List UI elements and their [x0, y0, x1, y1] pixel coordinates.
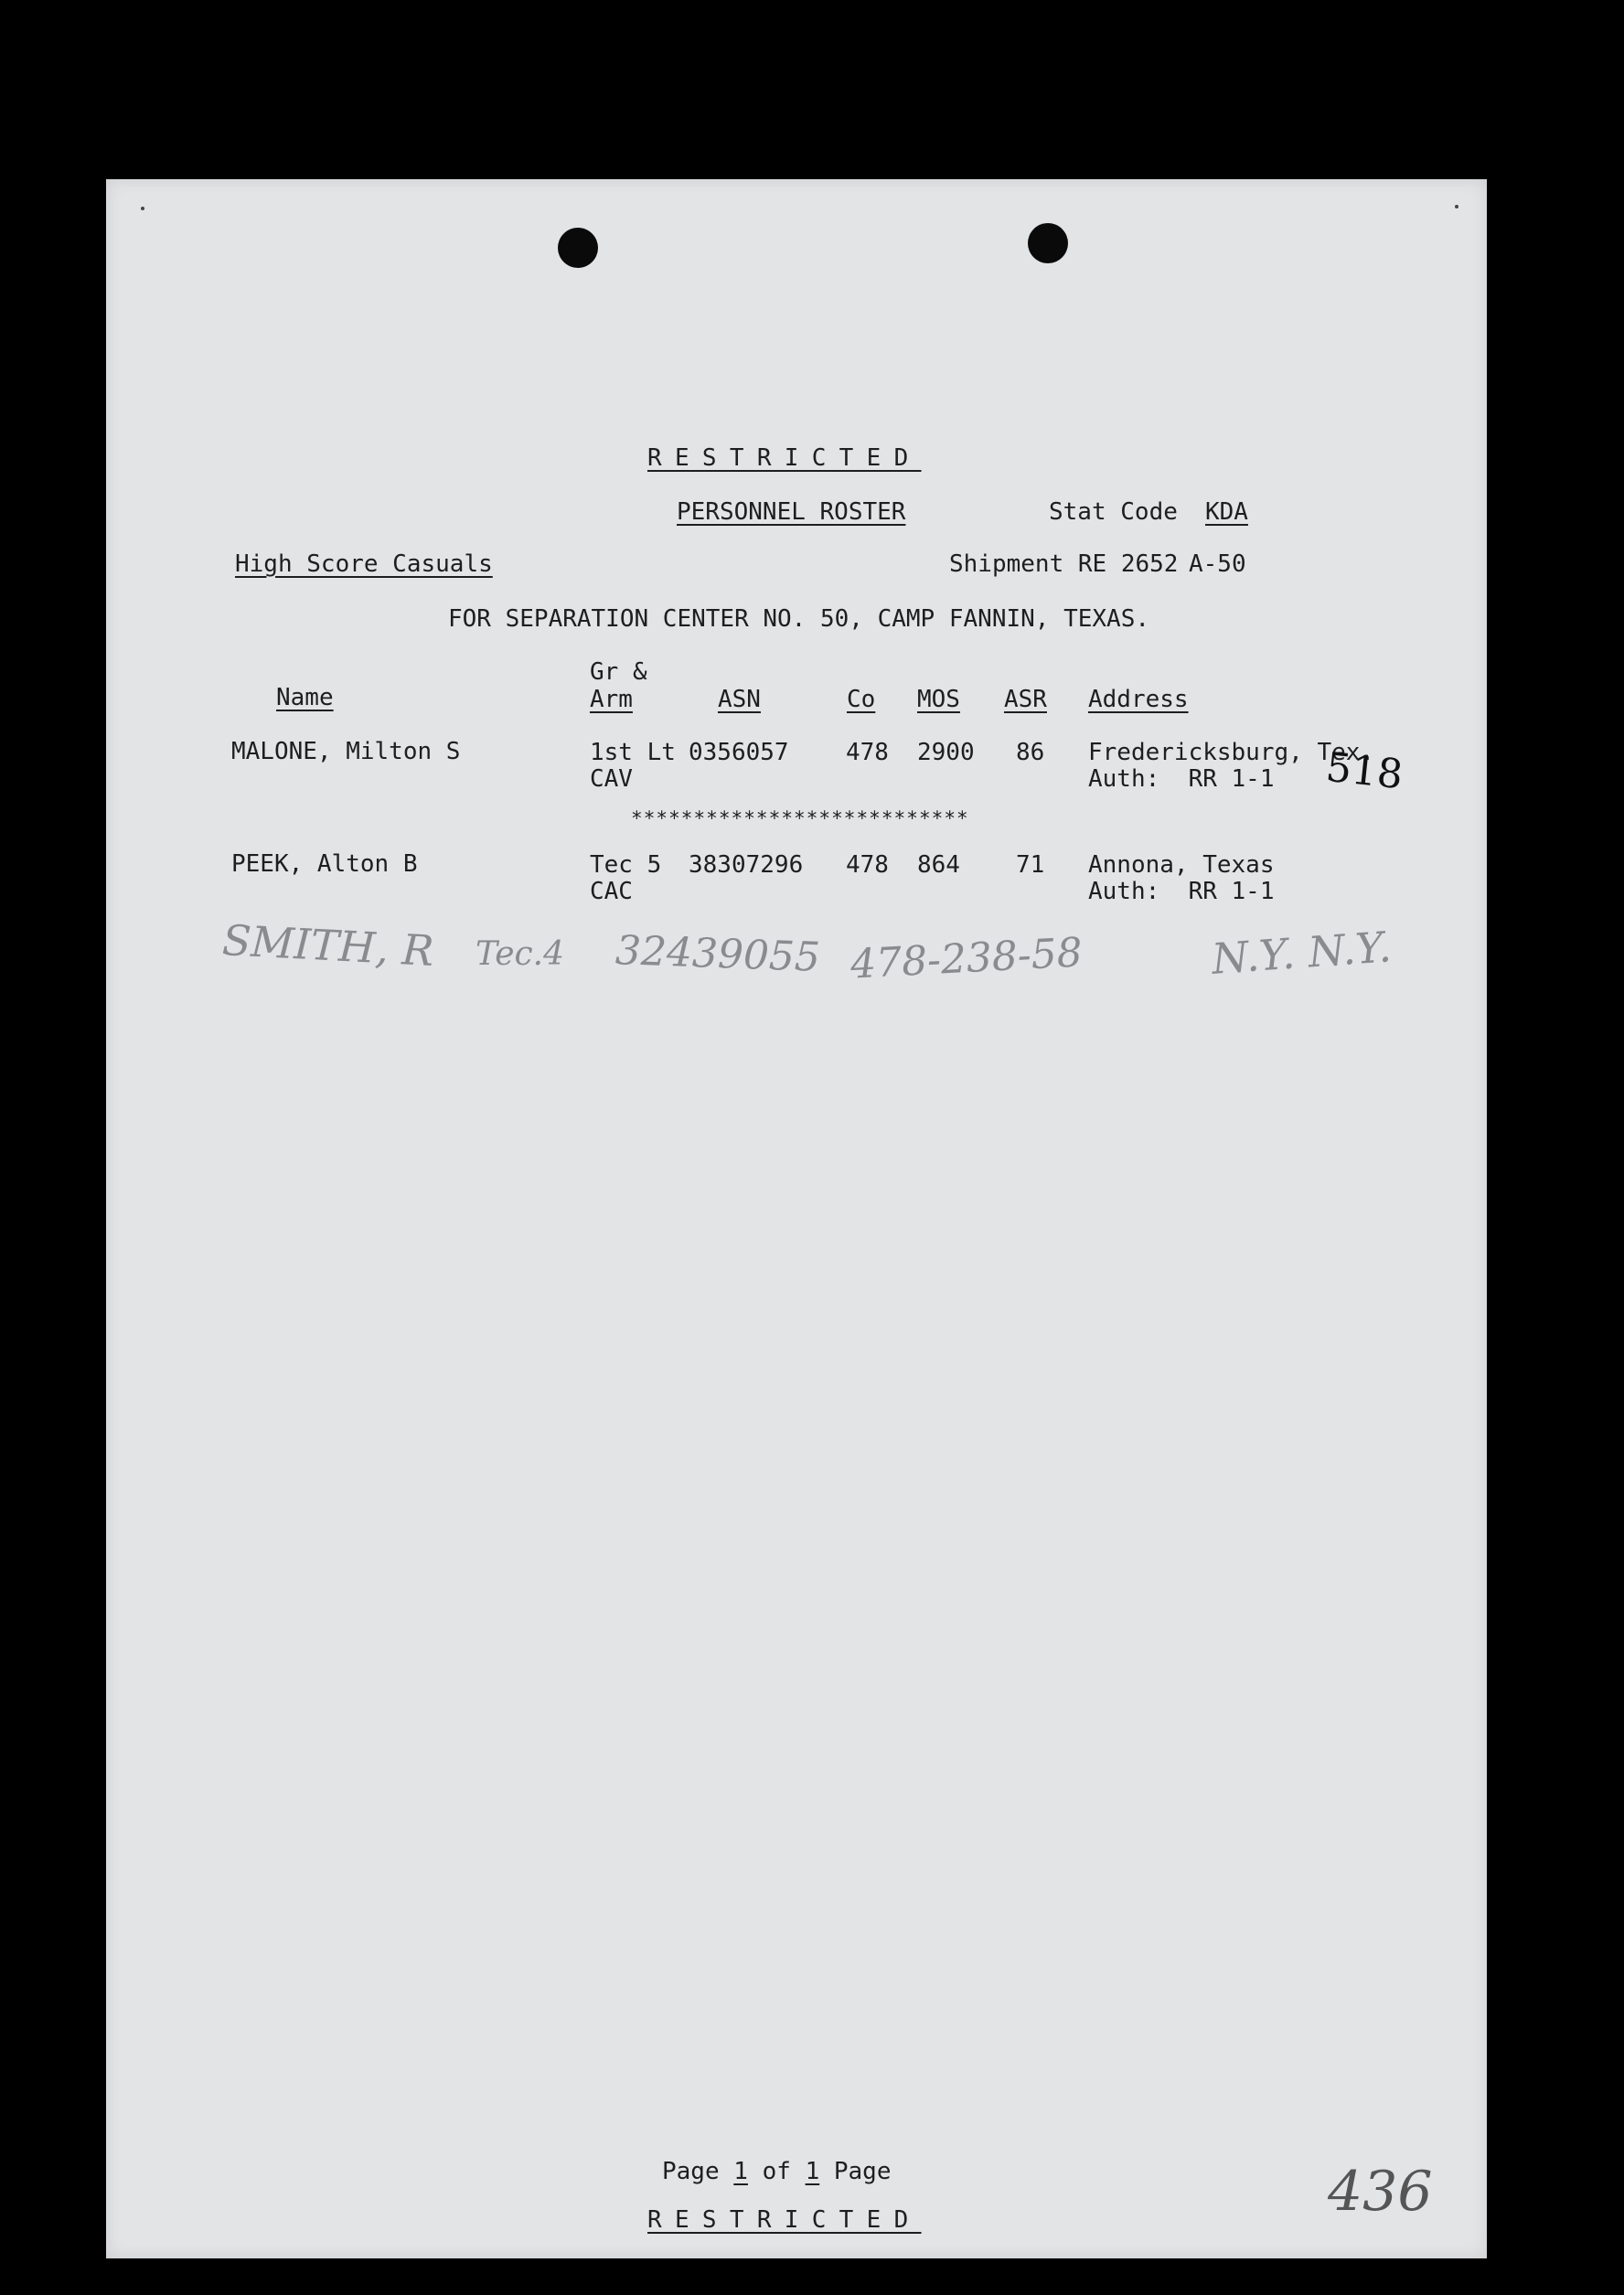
row-1-address: Fredericksburg, Tex. — [1088, 739, 1375, 766]
page-total: 1 — [805, 2158, 820, 2185]
col-mos: MOS — [917, 686, 960, 713]
col-asn: ASN — [718, 686, 761, 713]
col-address: Address — [1088, 686, 1189, 713]
roster-title: PERSONNEL ROSTER — [677, 498, 906, 526]
paper-speck — [1455, 205, 1458, 208]
row-1-asn: 0356057 — [689, 739, 789, 766]
row-1-mos: 2900 — [917, 739, 975, 766]
group-name: High Score Casuals — [235, 550, 493, 578]
row-1-co: 478 — [846, 739, 889, 766]
row-2-asn: 38307296 — [689, 851, 804, 879]
page-number: 1 — [733, 2158, 748, 2185]
restricted-footer: RESTRICTED — [647, 2206, 922, 2234]
shipment-label: Shipment RE 2652 — [949, 550, 1179, 578]
restricted-header: RESTRICTED — [647, 444, 922, 472]
row-1-name: MALONE, Milton S — [231, 738, 461, 765]
page-mark: 436 — [1328, 2160, 1433, 2224]
handwritten-address: N.Y. N.Y. — [1210, 922, 1394, 984]
col-grade-bottom: Arm — [590, 686, 633, 713]
handwritten-grade: Tec.4 — [475, 935, 565, 973]
row-2-grade: Tec 5 — [590, 851, 662, 879]
stat-code-label: Stat Code — [1049, 498, 1178, 526]
row-1-grade: 1st Lt — [590, 739, 676, 766]
punch-hole-right — [1028, 223, 1068, 263]
shipment-code: A-50 — [1189, 550, 1246, 578]
row-1-auth: Auth: RR 1-1 — [1088, 765, 1275, 793]
page-of: of — [762, 2158, 791, 2185]
punch-hole-left — [558, 228, 598, 268]
paper-speck — [141, 207, 144, 210]
row-2-auth: Auth: RR 1-1 — [1088, 878, 1275, 905]
row-2-address: Annona, Texas — [1088, 851, 1275, 879]
row-separator: *************************** — [631, 807, 969, 829]
page-prefix: Page — [662, 2158, 720, 2185]
page-suffix: Page — [833, 2158, 892, 2185]
row-2-name: PEEK, Alton B — [231, 850, 418, 878]
stamp-number: 518 — [1323, 743, 1405, 799]
stat-code-value: KDA — [1205, 498, 1248, 526]
col-grade-top: Gr & — [590, 658, 647, 686]
col-name: Name — [276, 684, 334, 711]
handwritten-name: SMITH, R — [220, 914, 435, 977]
handwritten-asn: 32439055 — [614, 927, 821, 981]
handwritten-codes: 478-238-58 — [849, 929, 1084, 988]
col-asr: ASR — [1004, 686, 1047, 713]
row-2-asr: 71 — [1016, 851, 1045, 879]
row-2-mos: 864 — [917, 851, 960, 879]
row-2-co: 478 — [846, 851, 889, 879]
row-1-arm: CAV — [590, 765, 633, 793]
document-page — [106, 179, 1487, 2258]
row-2-arm: CAC — [590, 878, 633, 905]
page-indicator — [662, 2158, 892, 2185]
col-co: Co — [847, 686, 876, 713]
center-line: FOR SEPARATION CENTER NO. 50, CAMP FANNIN, TEXAS. — [448, 605, 1150, 633]
row-1-asr: 86 — [1016, 739, 1045, 766]
